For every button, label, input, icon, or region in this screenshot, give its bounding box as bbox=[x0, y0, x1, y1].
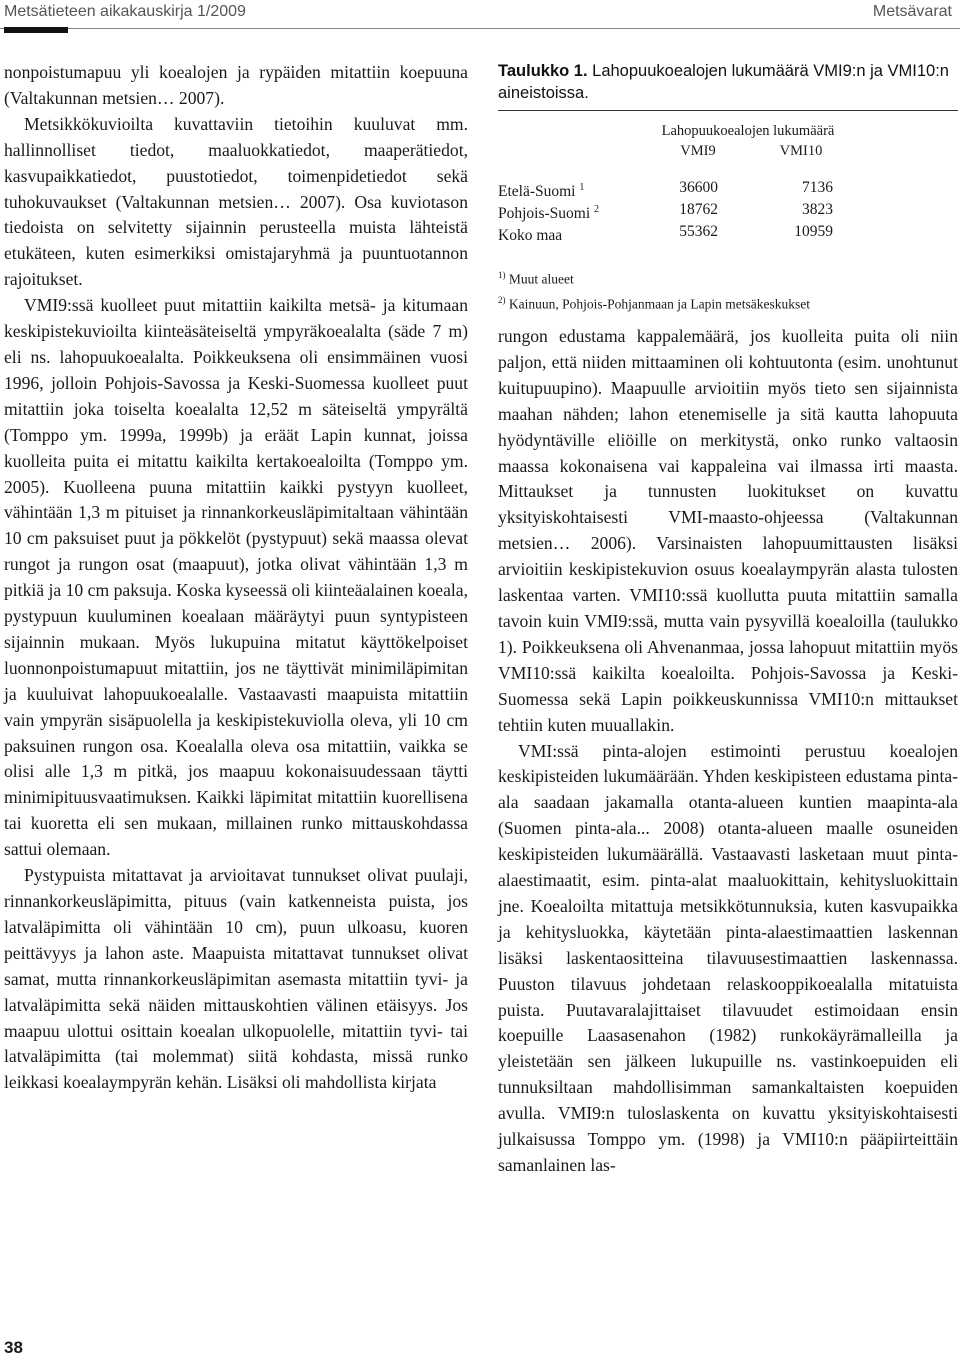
paragraph: rungon edustama kappalemäärä, jos kuolleita puita oli niin paljon, että niiden mittaaminen oli kohtuutonta (esim. unohtunut kuitupuupino). Maapuulle arvioitiin myös tieto sen sijainnista maahan nähden; lahon etenemiselle ja sitä kautta lahopuuta hyödyntäville eliöille on merkitystä, onko runko valtaosin maassa kokonaisena vai kappaleina vai ilmassa irti maasta. Mittaukset ja tunnusten luokitukset on kuvattu yksityiskohtaisesti VMI-maasto-ohjeessa (Valtakunnan metsien… 2006). Varsinaisten lahopuumittausten lisäksi arvioitiin keskipistekuvion osuus koealaympyrän alasta tulosten laskentaa varten. VMI10:ssä kuollutta puuta mitattiin samalla tavoin kuin VMI9:ssä, mutta vain pysyvillä koealoilla (taulukko 1). Poikkeuksena oli Ahvenanmaa, jossa lahopuut mitattiin myös VMI10:ssä kaikilta koealoilta. Pohjois-Savossa ja Keski-Suomessa sekä Lapin poikkeuskunnissa VMI10:n mittaukset tehtiin kuten muuallakin. bbox=[498, 326, 958, 735]
table-caption-text: Lahopuukoealojen lukumäärä VMI9:n ja VMI10:n aineistoissa. bbox=[498, 62, 949, 102]
cell-vmi10: 10959 bbox=[794, 223, 833, 240]
table-note: $^{2)}$ Kainuun, Pohjois-Pohjanmaan ja Lapin metsäkeskukset bbox=[498, 294, 810, 311]
section-title: Metsävarat bbox=[872, 3, 952, 20]
data-table bbox=[498, 111, 958, 261]
paragraph: VMI9:ssä kuolleet puut mitattiin kaikilta metsä- ja kitumaan keskipistekuvioilta kiinteäsäteiseltä ympyräkoealalta (säde 7 m) eli ns. lahopuukoealalta. Poikkeuksena oli ensimmäinen vuosi 1996, jolloin Pohjois-Savossa ja Keski-Suomessa kuolleet puut mitattiin joka toiselta koealalta 12,52 m säteiseltä ympyrältä (Tomppo ym. 1999a, 1999b) ja eräät Lapin kunnat, joissa kuolleita puita ei mitattu kaikilta kertakoealoilta (Tomppo ym. 2005). Kuolleena puuna mitattiin kaikki pystyyn kuolleet, vähintään 1,3 m pituiset ja rinnankorkeusläpimitaltaan vähintään 10 cm paksuiset puut ja pökkelöt (pystypuut) sekä maassa olevat rungot ja rungon osat (maapuut), jotka olivat vähintään 1,3 m pitkiä ja 10 cm paksuja. Koska kyseessä oli kiinteäalainen koeala, pystypuun kuuluminen koealaan määräytyi puun syntypisteen sijainnin mukaan. Myös lukupuina mitatut käyttökelpoiset luonnonpoistumapuut mitattiin, jos ne täyttivät minimiläpimitan ja kuuluivat lahopuukoealalle. Vastaavasti maapuista mitattiin vain ympyrän sisäpuolella ja keskipistekuviolla oleva, yli 10 cm paksuinen rungon osa. Koealalla oleva osa mitattiin, vaikka se olisi alle 1,3 m pitkä, jos maapuu kokonaisuudessaan täytti minimipituusvaatimuksen. Kaikki läpimitat mitattiin kuorellisena tai kuoretta eli sen mukaan, millainen runko mittauskohdassa sattui olemaan. bbox=[4, 295, 468, 860]
cell-vmi10: 7136 bbox=[802, 179, 833, 196]
cell-vmi10: 3823 bbox=[802, 201, 833, 218]
header-bar bbox=[4, 27, 68, 33]
table-notes bbox=[498, 265, 958, 314]
journal-title: Metsätieteen aikakauskirja 1/2009 bbox=[4, 3, 246, 20]
cell-vmi9: 18762 bbox=[679, 201, 718, 218]
header-rule bbox=[0, 28, 960, 29]
right-column bbox=[498, 324, 958, 1179]
row-name: Koko maa bbox=[498, 227, 563, 245]
table-row bbox=[498, 221, 958, 245]
table-header-vmi9: VMI9 bbox=[680, 143, 716, 159]
paragraph: Pystypuista mitattavat ja arvioitavat tunnukset olivat puulaji, rinnankorkeusläpimitta, pituus (vain katkenneista puista, jos latvaläpimitta oli vähintään 10 cm), puun ulkoasu, kuoren peittävyys ja lahon aste. Maapuista mitattavat tunnukset olivat samat, mutta rinnankorkeusläpimitan asemasta mitattiin tyvi- ja latvaläpimitta sekä näiden mittauskohtien välinen etäisyys. Jos maapuu ulottui osittain koealan ulkopuolelle, mitattiin tyvi- tai latvaläpimitta (tai molemmat) siitä kohdasta, missä runko leikkasi koealaympyrän kehän. Lisäksi oli mahdollista kirjata bbox=[4, 865, 468, 1093]
row-name: Etelä-Suomi $^1$ bbox=[498, 182, 585, 201]
table-note: $^{1)}$ Muut alueet bbox=[498, 270, 574, 287]
cell-vmi9: 36600 bbox=[679, 179, 718, 196]
table-1 bbox=[498, 60, 958, 314]
table-row bbox=[498, 177, 958, 201]
table-header-vmi10: VMI10 bbox=[779, 143, 823, 159]
table-caption bbox=[498, 60, 958, 104]
paragraph: Metsikkökuvioilta kuvattaviin tietoihin kuuluvat mm. hallinnolliset tiedot, maaluokkatiedot, maaperätiedot, kasvupaikkatiedot, puustotiedot, toimenpidetiedot sekä tuhokuvaukset (Valtakunnan metsien… 2007). Osa kuviotason tiedoista on selvitetty sijainnin perusteella muista lähteistä etukäteen, kuten esimerkiksi omistajaryhmä ja puuntuotannon rajoitukset. bbox=[4, 113, 468, 290]
cell-vmi9: 55362 bbox=[679, 223, 718, 240]
page-number: 38 bbox=[4, 1338, 23, 1357]
paragraph: VMI:ssä pinta-alojen estimointi perustuu koealojen keskipisteiden lukumäärään. Yhden keskipisteen edustama pinta-ala saadaan jakamalla otanta-alueen kuntien maapinta-ala (Suomen pinta-ala... 2008) otanta-alueen maalle osuneiden keskipisteiden lukumäärällä. Vastaavasti lasketaan muut pinta-alaestimaatit, esim. pinta-alat maaluokittain, kehitysluokittain jne. Koealoilta mitattuja metsikkötunnuksia, kuten kasvupaikka ja kehitysluokka, käytetään pinta-alaestimaattien laskennan lisäksi laskentaositteina tilavuusestimaattien laskennassa. Puuston tilavuus johdetaan relaskooppikoealalla mitatuista puista. Puutavaralajittaiset tilavuudet estimoidaan ensin koepuille Laasasenahon (1982) runkokäyrämalleilla ja yleistetään sen jälkeen lukupuille ns. vastinkoepuiden eli tunnuksiltaan mahdollisimman samankaltaisten koepuiden avulla. VMI9:n tuloslaskenta on kuvattu yksityiskohtaisesti julkaisussa Tomppo ym. (1998) ja VMI10:n pääpiirteittäin samanlainen las- bbox=[498, 740, 958, 1175]
row-name: Pohjois-Suomi $^2$ bbox=[498, 204, 600, 223]
table-header-span: Lahopuukoealojen lukumäärä bbox=[661, 123, 835, 139]
running-header bbox=[0, 0, 960, 36]
left-column bbox=[4, 60, 468, 1096]
table-row bbox=[498, 199, 958, 223]
paragraph: nonpoistumapuu yli koealojen ja rypäiden mitattiin koepuuna (Valtakunnan metsien… 2007). bbox=[4, 62, 468, 108]
table-caption-label: Taulukko 1. bbox=[498, 62, 588, 80]
